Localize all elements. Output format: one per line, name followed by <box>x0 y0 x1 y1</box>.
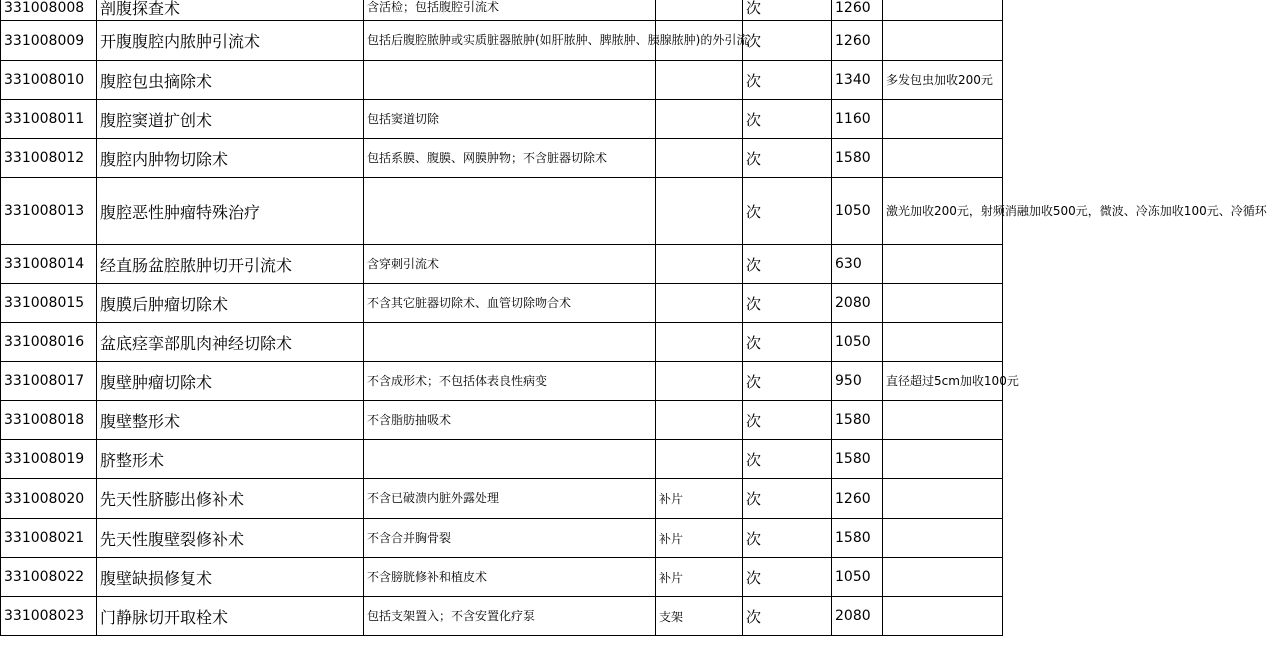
item-content-cell: 含活检；包括腹腔引流术 <box>364 0 656 21</box>
except-content-cell <box>656 61 743 100</box>
item-content-cell: 包括支架置入；不含安置化疗泵 <box>364 597 656 636</box>
price-cell: 1340 <box>832 61 883 100</box>
table-row <box>1 479 1003 519</box>
unit-cell: 次 <box>743 245 832 284</box>
unit-cell: 次 <box>743 21 832 61</box>
table-row <box>1 558 1003 597</box>
unit-cell: 次 <box>743 558 832 597</box>
note-cell <box>883 100 1003 139</box>
price-cell: 1260 <box>832 21 883 61</box>
note-cell <box>883 245 1003 284</box>
table-row <box>1 139 1003 178</box>
item-code-cell: 331008009 <box>1 21 97 61</box>
price-cell: 630 <box>832 245 883 284</box>
item-name-cell: 盆底痉挛部肌肉神经切除术 <box>97 323 364 362</box>
item-name-cell: 腹腔窦道扩创术 <box>97 100 364 139</box>
item-name-cell: 腹壁肿瘤切除术 <box>97 362 364 401</box>
unit-cell: 次 <box>743 440 832 479</box>
unit-cell: 次 <box>743 139 832 178</box>
price-cell: 1050 <box>832 178 883 245</box>
item-name-cell: 腹膜后肿瘤切除术 <box>97 284 364 323</box>
item-content-cell <box>364 61 656 100</box>
table-row <box>1 61 1003 100</box>
except-content-cell <box>656 178 743 245</box>
unit-cell: 次 <box>743 0 832 21</box>
item-content-cell: 不含其它脏器切除术、血管切除吻合术 <box>364 284 656 323</box>
table-row <box>1 401 1003 440</box>
item-content-cell: 包括窦道切除 <box>364 100 656 139</box>
unit-cell: 次 <box>743 519 832 558</box>
note-cell: 直径超过5cm加收100元 <box>883 362 1003 401</box>
except-content-cell: 补片 <box>656 519 743 558</box>
price-cell: 1260 <box>832 479 883 519</box>
item-code-cell: 331008011 <box>1 100 97 139</box>
note-cell <box>883 597 1003 636</box>
item-name-cell: 腹腔包虫摘除术 <box>97 61 364 100</box>
table-row <box>1 440 1003 479</box>
note-cell <box>883 479 1003 519</box>
except-content-cell: 补片 <box>656 479 743 519</box>
price-cell: 1050 <box>832 323 883 362</box>
except-content-cell <box>656 362 743 401</box>
item-code-cell: 331008016 <box>1 323 97 362</box>
table-row <box>1 597 1003 636</box>
table-row <box>1 519 1003 558</box>
item-name-cell: 经直肠盆腔脓肿切开引流术 <box>97 245 364 284</box>
item-name-cell: 先天性脐膨出修补术 <box>97 479 364 519</box>
item-name-cell: 腹腔内肿物切除术 <box>97 139 364 178</box>
item-code-cell: 331008021 <box>1 519 97 558</box>
note-cell: 多发包虫加收200元 <box>883 61 1003 100</box>
price-cell: 1580 <box>832 139 883 178</box>
table-row <box>1 21 1003 61</box>
item-code-cell: 331008018 <box>1 401 97 440</box>
except-content-cell: 支架 <box>656 597 743 636</box>
note-cell <box>883 519 1003 558</box>
item-code-cell: 331008017 <box>1 362 97 401</box>
item-name-cell: 腹壁整形术 <box>97 401 364 440</box>
item-code-cell: 331008010 <box>1 61 97 100</box>
except-content-cell <box>656 401 743 440</box>
except-content-cell <box>656 0 743 21</box>
item-code-cell: 331008019 <box>1 440 97 479</box>
item-name-cell: 门静脉切开取栓术 <box>97 597 364 636</box>
item-name-cell: 腹壁缺损修复术 <box>97 558 364 597</box>
item-name-cell: 先天性腹壁裂修补术 <box>97 519 364 558</box>
item-content-cell <box>364 323 656 362</box>
note-cell <box>883 284 1003 323</box>
item-content-cell: 不含合并胸骨裂 <box>364 519 656 558</box>
note-cell <box>883 21 1003 61</box>
price-cell: 950 <box>832 362 883 401</box>
item-code-cell: 331008013 <box>1 178 97 245</box>
unit-cell: 次 <box>743 323 832 362</box>
table-row <box>1 0 1003 21</box>
unit-cell: 次 <box>743 284 832 323</box>
item-content-cell: 不含膀胱修补和植皮术 <box>364 558 656 597</box>
price-cell: 2080 <box>832 597 883 636</box>
item-content-cell <box>364 440 656 479</box>
price-cell: 1580 <box>832 440 883 479</box>
except-content-cell <box>656 139 743 178</box>
item-code-cell: 331008014 <box>1 245 97 284</box>
price-cell: 1260 <box>832 0 883 21</box>
note-cell <box>883 440 1003 479</box>
table-row <box>1 284 1003 323</box>
note-cell: 激光加收200元，射频消融加收500元，微波、冷冻加收100元、冷循环 <box>883 178 1003 245</box>
except-content-cell <box>656 440 743 479</box>
table-row <box>1 323 1003 362</box>
unit-cell: 次 <box>743 401 832 440</box>
item-name-cell: 腹腔恶性肿瘤特殊治疗 <box>97 178 364 245</box>
table-row <box>1 362 1003 401</box>
item-content-cell: 包括后腹腔脓肿或实质脏器脓肿(如肝脓肿、脾脓肿、胰腺脓肿)的外引流 <box>364 21 656 61</box>
price-cell: 1050 <box>832 558 883 597</box>
item-content-cell: 不含成形术；不包括体表良性病变 <box>364 362 656 401</box>
note-cell <box>883 401 1003 440</box>
except-content-cell <box>656 284 743 323</box>
unit-cell: 次 <box>743 479 832 519</box>
except-content-cell <box>656 100 743 139</box>
item-content-cell: 不含已破溃内脏外露处理 <box>364 479 656 519</box>
item-code-cell: 331008022 <box>1 558 97 597</box>
unit-cell: 次 <box>743 178 832 245</box>
item-content-cell: 含穿刺引流术 <box>364 245 656 284</box>
note-cell <box>883 323 1003 362</box>
item-content-cell: 包括系膜、腹膜、网膜肿物；不含脏器切除术 <box>364 139 656 178</box>
unit-cell: 次 <box>743 61 832 100</box>
table-row <box>1 178 1003 245</box>
item-code-cell: 331008015 <box>1 284 97 323</box>
fee-table-body <box>1 0 1267 636</box>
except-content-cell: 补片 <box>656 558 743 597</box>
price-cell: 1580 <box>832 519 883 558</box>
price-cell: 1580 <box>832 401 883 440</box>
item-code-cell: 331008008 <box>1 0 97 21</box>
except-content-cell <box>656 323 743 362</box>
table-row <box>1 245 1003 284</box>
price-cell: 1160 <box>832 100 883 139</box>
item-name-cell: 脐整形术 <box>97 440 364 479</box>
except-content-cell <box>656 245 743 284</box>
note-cell <box>883 558 1003 597</box>
unit-cell: 次 <box>743 597 832 636</box>
item-content-cell: 不含脂肪抽吸术 <box>364 401 656 440</box>
table-row <box>1 100 1003 139</box>
item-name-cell: 开腹腹腔内脓肿引流术 <box>97 21 364 61</box>
item-code-cell: 331008012 <box>1 139 97 178</box>
note-cell <box>883 139 1003 178</box>
item-code-cell: 331008020 <box>1 479 97 519</box>
item-name-cell: 剖腹探查术 <box>97 0 364 21</box>
unit-cell: 次 <box>743 362 832 401</box>
item-content-cell <box>364 178 656 245</box>
unit-cell: 次 <box>743 100 832 139</box>
note-cell <box>883 0 1003 21</box>
item-code-cell: 331008023 <box>1 597 97 636</box>
price-cell: 2080 <box>832 284 883 323</box>
